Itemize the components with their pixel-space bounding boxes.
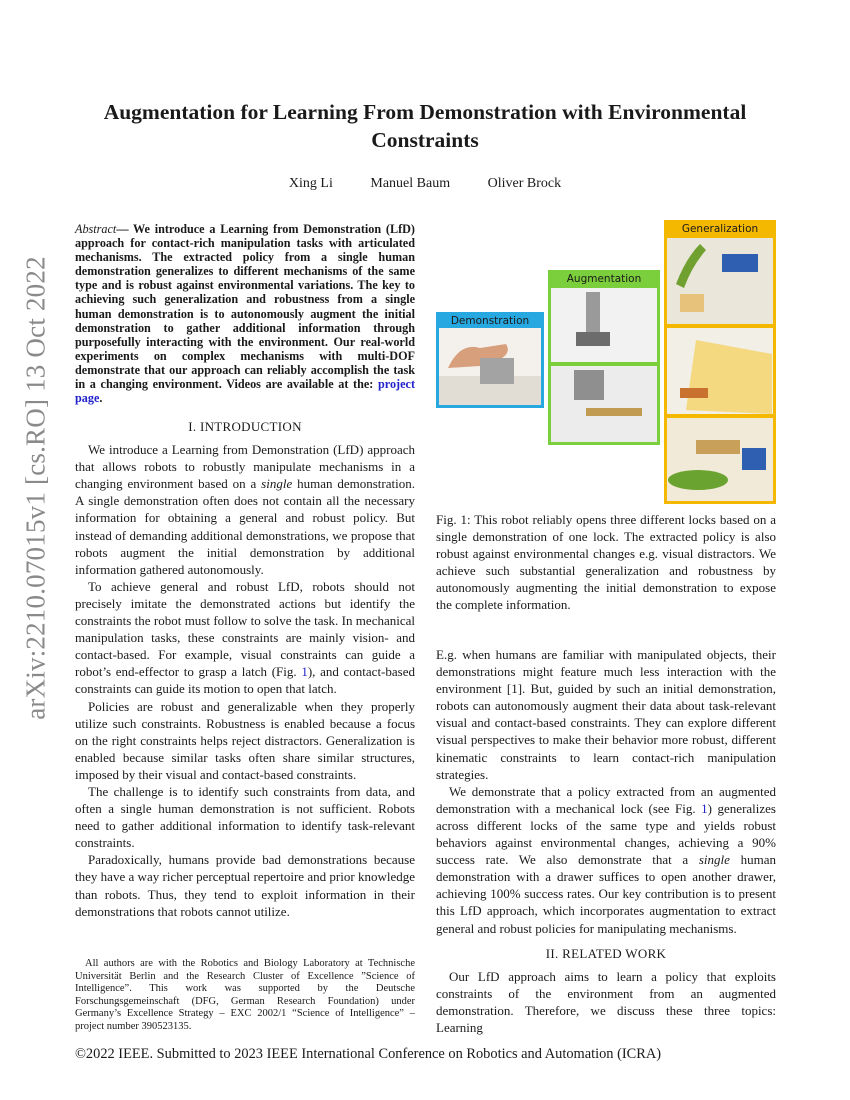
intro-paragraph (75, 441, 415, 578)
intro-paragraph (75, 578, 415, 698)
section-heading-introduction: I. INTRODUCTION (188, 419, 302, 434)
label-augmentation: Augmentation (566, 273, 642, 285)
clamp-icon (722, 254, 758, 272)
title-line-2: Constraints (371, 128, 479, 152)
paper-title (60, 98, 790, 154)
arxiv-sidebar (16, 256, 56, 720)
text-run: We demonstrate that a policy extracted from an augmented demonstration with a mechanical lock (see Fig. (436, 783, 776, 816)
author-name: Oliver Brock (487, 176, 562, 191)
copyright-notice: ©2022 IEEE. Submitted to 2023 IEEE International Conference on Robotics and Automation (ICRA) (75, 1046, 662, 1062)
author-name: Manuel Baum (370, 176, 451, 191)
label-generalization: Generalization (681, 223, 759, 235)
text-run: human demonstration. A single demonstration often does not contain all the necessary information for obtaining a general and robust policy. But instead of demanding additional demonstrations, we propose that robots augment the initial demonstration by additional information gathered autonomously. (75, 476, 415, 577)
figure-1 (436, 218, 776, 504)
abstract-body: — We introduce a Learning from Demonstration (LfD) approach for contact-rich manipulation tasks with articulated mechanisms. The extracted policy from a single human demonstration generalizes to different mechanisms of the same type and is robust against environmental variations. The key to achieving such generalization and robustness from a single human demonstration is to autonomously augment the initial demonstration to gather additional information through purposefully interacting with the environment. Our real-world experiments on complex mechanisms with multi-DOF demonstrate that our approach can reliably accomplish the task in a changing environment. Videos are available at the: (75, 222, 415, 392)
robot-gripper-icon (574, 370, 604, 400)
right-column-text (436, 646, 776, 1036)
abstract (75, 222, 415, 405)
lock-mechanism-icon (480, 358, 514, 384)
project-page-link[interactable]: project page (75, 377, 415, 406)
label-demonstration: Demonstration (450, 315, 530, 327)
intro-paragraph: Policies are robust and generalizable when they properly utilize such constraints. Robustness is enabled because a focus on the right constraints helps reject distractors. Generalization is enabled because similar tasks often share similar structures, imposed by their visual and contact-based constraints. (75, 698, 415, 782)
cucumber-icon (668, 470, 728, 490)
title-line-1: Augmentation for Learning From Demonstration with Environmental (103, 100, 747, 124)
abstract-end: . (99, 391, 103, 406)
intro-paragraph: Paradoxically, humans provide bad demonstrations because they have a way richer perceptual repertoire and prior knowledge than robots. Thus, they tend to exploit information in their demonstrations that robots cannot utilize. (75, 852, 415, 919)
body-paragraph: E.g. when humans are familiar with manipulated objects, their demonstrations might feature much less interaction with the environment [1]. But, guided by such an initial demonstration, robots can autonomously augment their data about task-relevant visual and contact-based constraints. They can explore different visual perspectives to make their behavior more robust, different kinematic constraints to learn contact-rich manipulation strategies. (436, 647, 776, 782)
emphasis: single (698, 852, 730, 868)
intro-paragraph: The challenge is to identify such constraints from data, and often a single human demonstration is not sufficient. Robots need to gather additional information to identify task-relevant constraints. (75, 783, 415, 851)
figure-caption: Fig. 1: This robot reliably opens three different locks based on a single demonstration of one lock. The extracted policy is also robust against environmental changes e.g. visual distractors. We achieve such substantial generalization and robustness by autonomously augmenting the initial demonstration to expose the complete information. (436, 512, 776, 613)
figure-reference-link[interactable]: 1 (701, 800, 708, 816)
author-name: Xing Li (288, 176, 333, 191)
figure-reference-link[interactable]: 1 (301, 664, 308, 680)
text-run: To achieve general and robust LfD, robots should not precisely imitate the demonstrated actions but identify the constraints the robot must follow to solve the task. In mechanical manipulation tasks, these constraints are mainly vision- and contact-based. For example, visual constraints can guide a robot’s end-effector to grasp a latch (Fig. (75, 578, 415, 680)
text-run: We introduce a Learning from Demonstration (LfD) approach that allows robots to robustly manipulate mechanisms in a changing environment based on a (75, 442, 415, 492)
arxiv-identifier: arXiv:2210.07015v1 [cs.RO] 13 Oct 2022 (20, 256, 51, 720)
introduction-section (75, 418, 415, 920)
text-run: ) generalizes across different locks of the same type and yields robust behaviors against environmental changes, achieving a 90% success rate. We also demonstrate that a (436, 800, 776, 868)
text-run: human demonstration with a drawer suffices to open another drawer, achieving 100% success rates. Our key contribution is to present this LfD approach, which incorporates augmentation to extract general and robust policies for manipulating mechanisms. (436, 852, 776, 936)
lock-icon (680, 388, 708, 398)
section-heading-related-work: II. RELATED WORK (545, 945, 667, 961)
body-paragraph (436, 783, 776, 937)
clamp-icon (742, 448, 766, 470)
robot-gripper-icon (576, 332, 610, 346)
figure-1-illustration (436, 218, 776, 504)
author-list (0, 176, 850, 192)
latch-icon (586, 408, 642, 416)
augmentation-photo-1 (551, 288, 657, 362)
robot-arm-icon (586, 292, 600, 336)
abstract-label: Abstract (75, 222, 117, 236)
text-run: ), and contact-based constraints can guide its motion to open that latch. (75, 664, 415, 697)
emphasis: single (261, 476, 293, 492)
body-paragraph: Our LfD approach aims to learn a policy that exploits constraints of the environment from an augmented demonstration. Therefore, we discuss these three topics: Learning (436, 968, 776, 1035)
block-icon (680, 294, 704, 312)
footnote: All authors are with the Robotics and Biology Laboratory at Technische Universität Berlin and the Research Cluster of Excellence ”Science of Intelligence”. This work was supported by the Deutsche Forschungsgemeinschaft (DFG, German Research Foundation) under Germany’s Excellence Strategy – EXC 2002/1 “Science of Intelligence” – project number 390523135. (75, 958, 415, 1032)
latch-icon (696, 440, 740, 454)
